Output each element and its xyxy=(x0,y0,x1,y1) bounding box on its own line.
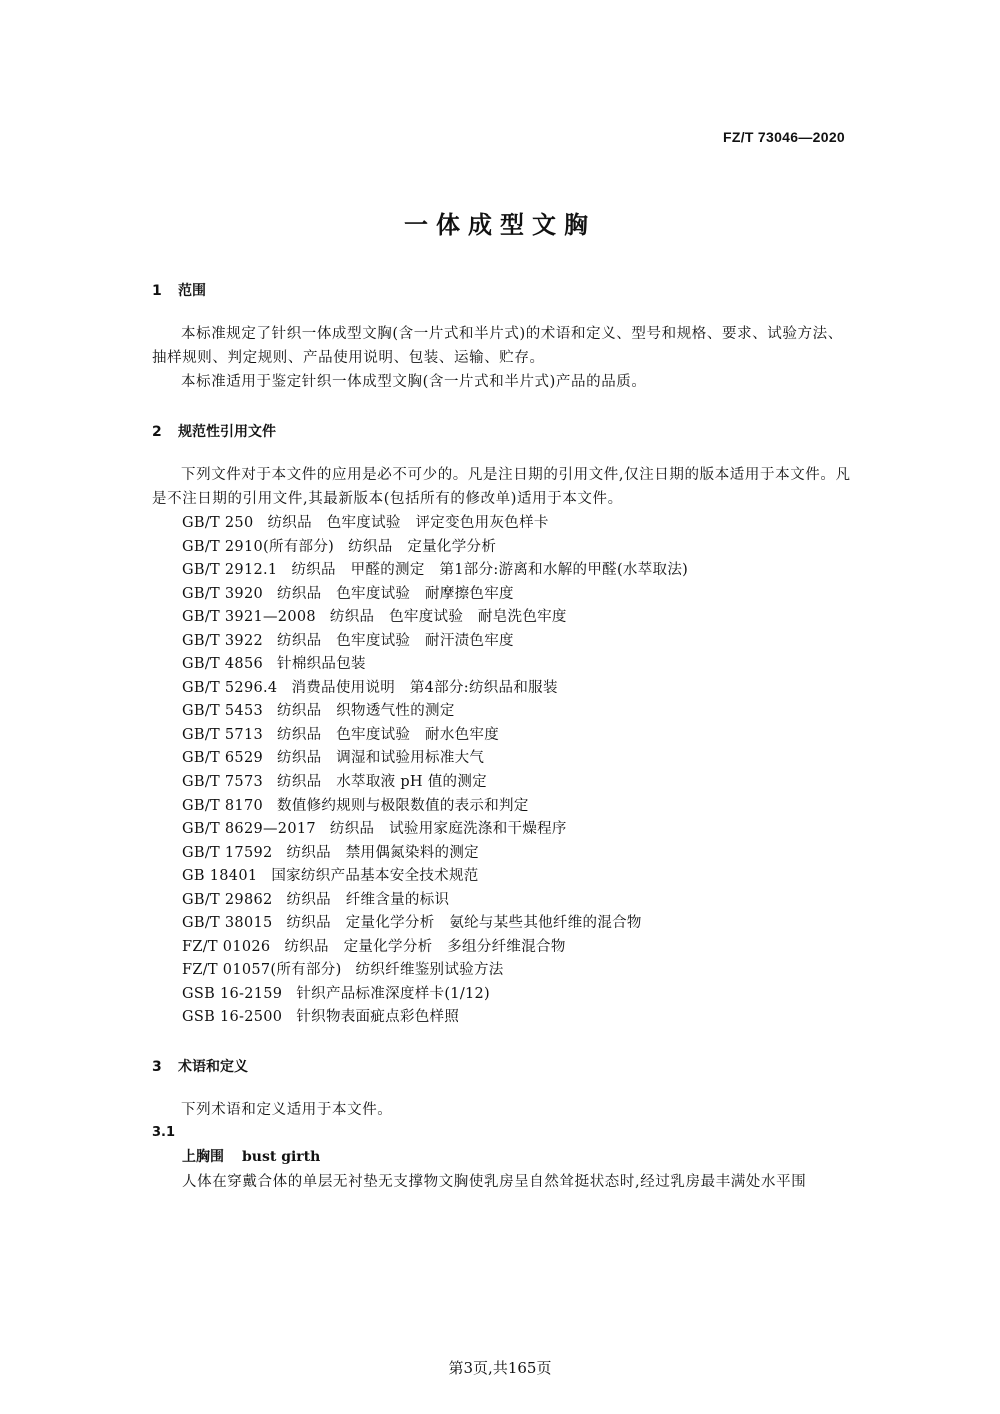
reference-item xyxy=(182,536,862,560)
reference-item xyxy=(182,630,862,654)
reference-title: 纺织品 调湿和试验用标准大气 xyxy=(277,750,485,767)
page-number-footer: 第3页,共165页 xyxy=(448,1359,552,1377)
reference-item xyxy=(182,559,862,583)
reference-code: GB/T 4856 xyxy=(182,656,264,673)
reference-item xyxy=(182,912,862,936)
reference-code: GB/T 8170 xyxy=(182,797,264,814)
reference-title: 纺织品 色牢度试验 耐摩擦色牢度 xyxy=(277,585,514,602)
section-2-heading xyxy=(152,421,276,441)
reference-code: GB/T 2912.1 xyxy=(182,562,278,579)
reference-title: 纺织品 色牢度试验 耐汗渍色牢度 xyxy=(277,632,514,649)
reference-item xyxy=(182,583,862,607)
reference-title: 纺织品 色牢度试验 耐水色牢度 xyxy=(277,726,500,743)
reference-code: GB/T 29862 xyxy=(182,891,273,908)
reference-title: 针织产品标准深度样卡(1/12) xyxy=(296,985,491,1002)
reference-item xyxy=(182,747,862,771)
reference-code: GB/T 5296.4 xyxy=(182,679,278,696)
reference-item xyxy=(182,959,862,983)
reference-code: GB/T 3922 xyxy=(182,632,264,649)
reference-title: 纺织品 试验用家庭洗涤和干燥程序 xyxy=(329,821,567,838)
reference-title: 国家纺织产品基本安全技术规范 xyxy=(271,868,479,885)
section-2-intro: 下列文件对于本文件的应用是必不可少的。凡是注日期的引用文件,仅注日期的版本适用于本文件。凡是不注日期的引用文件,其最新版本(包括所有的修改单)适用于本文件。 xyxy=(152,467,851,507)
reference-item xyxy=(182,677,862,701)
term-english: bust girth xyxy=(242,1149,321,1165)
reference-item xyxy=(182,818,862,842)
reference-title: 纺织品 纤维含量的标识 xyxy=(286,891,450,908)
section-1-heading xyxy=(152,280,206,300)
term-heading xyxy=(182,1146,320,1166)
reference-title: 纺织品 禁用偶氮染料的测定 xyxy=(286,844,479,861)
reference-title: 纺织纤维鉴别试验方法 xyxy=(355,962,504,979)
reference-title: 数值修约规则与极限数值的表示和判定 xyxy=(277,797,529,814)
reference-title: 纺织品 定量化学分析 多组分纤维混合物 xyxy=(284,938,566,955)
reference-item xyxy=(182,1006,862,1030)
reference-title: 纺织品 定量化学分析 xyxy=(348,538,497,555)
document-title: 一体成型文胸 xyxy=(404,211,596,239)
reference-code: GSB 16-2159 xyxy=(182,985,283,1002)
section-2-title: 规范性引用文件 xyxy=(178,424,276,440)
reference-code: GB/T 8629—2017 xyxy=(182,821,316,838)
reference-code: GB/T 7573 xyxy=(182,774,264,791)
reference-title: 消费品使用说明 第4部分:纺织品和服装 xyxy=(291,679,558,696)
reference-title: 针织物表面疵点彩色样照 xyxy=(296,1009,460,1026)
reference-item xyxy=(182,653,862,677)
term-chinese: 上胸围 xyxy=(182,1149,224,1165)
reference-item xyxy=(182,606,862,630)
reference-title: 纺织品 甲醛的测定 第1部分:游离和水解的甲醛(水萃取法) xyxy=(291,562,689,579)
section-2-number: 2 xyxy=(152,424,162,440)
reference-title: 纺织品 色牢度试验 评定变色用灰色样卡 xyxy=(267,515,549,531)
reference-item xyxy=(182,936,862,960)
section-3-title: 术语和定义 xyxy=(178,1059,248,1075)
reference-code: GB/T 17592 xyxy=(182,844,273,861)
reference-item xyxy=(182,771,862,795)
section-3-intro: 下列术语和定义适用于本文件。 xyxy=(181,1102,393,1118)
reference-code: GB 18401 xyxy=(182,868,258,885)
reference-title: 针棉织品包装 xyxy=(277,656,366,673)
reference-item xyxy=(182,724,862,748)
section-3-heading xyxy=(152,1056,248,1076)
reference-code: GB/T 3921—2008 xyxy=(182,609,316,626)
section-1-paragraph-2: 本标准适用于鉴定针织一体成型文胸(含一片式和半片式)产品的品质。 xyxy=(181,374,647,390)
reference-code: GB/T 5453 xyxy=(182,703,264,720)
section-1-number: 1 xyxy=(152,283,162,299)
reference-list xyxy=(182,512,862,1030)
reference-code: GB/T 5713 xyxy=(182,726,264,743)
section-1-paragraph-1: 本标准规定了针织一体成型文胸(含一片式和半片式)的术语和定义、型号和规格、要求、试验方法、抽样规则、判定规则、产品使用说明、包装、运输、贮存。 xyxy=(152,326,843,366)
term-definition: 人体在穿戴合体的单层无衬垫无支撑物文胸使乳房呈自然耸挺状态时,经过乳房最丰满处水平围 xyxy=(182,1174,807,1190)
subsection-number: 3.1 xyxy=(152,1125,176,1140)
reference-code: FZ/T 01057(所有部分) xyxy=(182,962,342,979)
reference-item xyxy=(182,983,862,1007)
reference-code: GB/T 38015 xyxy=(182,915,273,932)
reference-code: GB/T 250 xyxy=(182,515,254,531)
reference-code: GB/T 3920 xyxy=(182,585,264,602)
reference-code: GB/T 6529 xyxy=(182,750,264,767)
reference-code: GB/T 2910(所有部分) xyxy=(182,538,335,555)
section-1-title: 范围 xyxy=(178,283,206,299)
section-3-number: 3 xyxy=(152,1059,162,1075)
reference-item xyxy=(182,700,862,724)
reference-item xyxy=(182,842,862,866)
reference-code: GSB 16-2500 xyxy=(182,1009,283,1026)
reference-title: 纺织品 色牢度试验 耐皂洗色牢度 xyxy=(329,609,567,626)
reference-item xyxy=(182,889,862,913)
reference-item xyxy=(182,512,862,536)
reference-item xyxy=(182,865,862,889)
standard-code: FZ/T 73046—2020 xyxy=(722,129,845,145)
reference-title: 纺织品 定量化学分析 氨纶与某些其他纤维的混合物 xyxy=(286,915,642,932)
reference-title: 纺织品 织物透气性的测定 xyxy=(277,703,455,720)
reference-title: 纺织品 水萃取液 pH 值的测定 xyxy=(277,774,487,791)
reference-code: FZ/T 01026 xyxy=(182,938,271,955)
reference-item xyxy=(182,795,862,819)
